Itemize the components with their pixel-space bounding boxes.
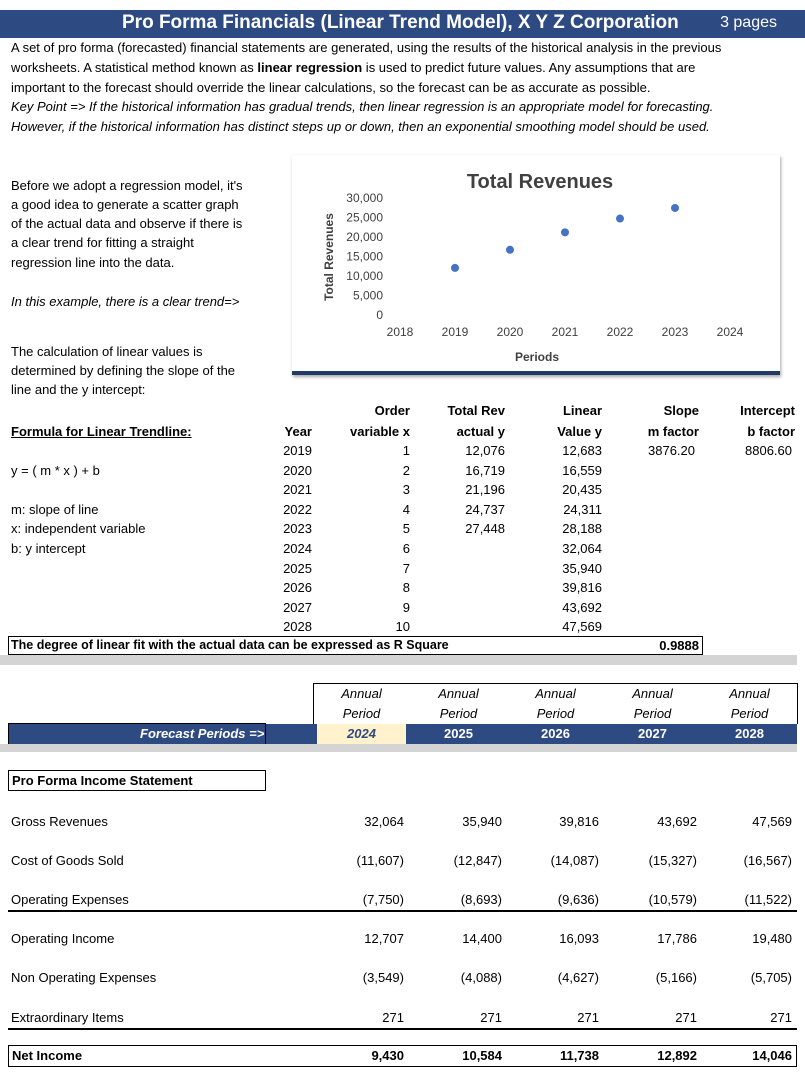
legend-m: m: slope of line (11, 502, 99, 517)
trend-linear: 35,940 (562, 560, 602, 576)
col-total-header-1: Total Rev (447, 403, 505, 418)
trend-linear: 32,064 (562, 541, 602, 556)
trend-year: 2021 (283, 482, 312, 498)
forecast-period-label: Period (633, 706, 672, 721)
trend-year: 2026 (283, 580, 312, 596)
trend-linear: 20,435 (562, 482, 602, 498)
income-row-value: 39,816 (559, 814, 599, 829)
forecast-year-2025: 2025 (444, 726, 473, 741)
income-row-value: (15,327) (648, 853, 697, 868)
y-tick-label: 15,000 (346, 249, 383, 264)
intro-line-1: A set of pro forma (forecasted) financial statements are generated, using the results of the historical analysis in the previous (11, 40, 722, 55)
forecast-year-2026: 2026 (541, 726, 570, 741)
chart-title: Total Revenues (466, 171, 614, 193)
intro-line-2a: worksheets. A statistical method known as (11, 60, 258, 75)
income-row-value: (9,636) (557, 892, 599, 907)
net-income-value: 9,430 (371, 1048, 404, 1063)
income-row-value: 19,480 (752, 931, 792, 946)
trend-actual: 27,448 (465, 521, 505, 537)
page-count: 3 pages (720, 14, 777, 31)
income-row-value: 32,064 (364, 814, 404, 829)
income-row-value: 35,940 (462, 814, 502, 829)
trend-order: 6 (402, 541, 410, 556)
income-row-label: Operating Expenses (11, 892, 129, 907)
col-order-header-2: variable x (350, 424, 410, 439)
col-slope-header-1: Slope (663, 403, 699, 418)
col-linear-header-1: Linear (562, 403, 602, 418)
income-row-value: 43,692 (657, 814, 697, 829)
income-row-value: (5,705) (750, 970, 792, 985)
forecast-period-label: Period (342, 706, 381, 721)
formula: y = ( m * x ) + b (11, 463, 100, 478)
side-text-1a: Before we adopt a regression model, it's (11, 178, 243, 193)
income-row-value: 271 (770, 1010, 792, 1025)
r-square-value: 0.9888 (659, 638, 699, 653)
x-tick-label: 2018 (386, 325, 414, 339)
subtotal-line (8, 910, 797, 912)
x-tick-label: 2024 (716, 325, 744, 339)
forecast-annual-label: Annual (729, 686, 770, 701)
trend-order: 4 (402, 501, 410, 517)
y-tick-label: 10,000 (346, 269, 383, 283)
trend-year: 2023 (283, 521, 312, 537)
income-row-label: Gross Revenues (11, 814, 108, 829)
trend-year: 2020 (283, 462, 312, 478)
net-income-value: 12,892 (657, 1048, 697, 1063)
trend-year: 2025 (283, 560, 312, 576)
income-row-value: 271 (577, 1010, 599, 1025)
trend-order: 9 (402, 599, 410, 615)
income-row-value: 17,786 (657, 931, 697, 946)
forecast-periods-label: Forecast Periods => (140, 726, 265, 741)
forecast-period-label: Period (730, 706, 769, 721)
trend-actual: 21,196 (465, 482, 505, 498)
col-intercept-header-2: b factor (747, 424, 795, 439)
side-text-3a: The calculation of linear values is (11, 344, 203, 359)
separator-bar (0, 655, 797, 665)
income-row-value: 12,707 (364, 931, 404, 946)
trend-linear: 39,816 (562, 580, 602, 596)
forecast-year-2027: 2027 (638, 726, 667, 741)
forecast-period-label: Period (536, 706, 575, 721)
income-row-value: (11,522) (744, 892, 792, 907)
trend-year: 2027 (283, 599, 312, 615)
trend-order: 8 (402, 580, 410, 596)
trend-actual: 12,076 (465, 443, 505, 458)
net-income-value: 10,584 (462, 1048, 502, 1063)
chart-y-axis-label: Total Revenues (322, 213, 336, 301)
income-row-label: Operating Income (11, 931, 115, 946)
y-tick-label: 0 (376, 308, 383, 322)
col-year-header: Year (284, 424, 312, 439)
trend-order: 3 (402, 482, 410, 498)
x-tick-label: 2020 (496, 325, 524, 339)
forecast-annual-label: Annual (535, 686, 576, 701)
scatter-plot (292, 155, 780, 371)
slope-value: 3876.20 (648, 443, 695, 458)
income-row-value: (5,166) (655, 970, 697, 985)
trend-linear: 47,569 (562, 619, 602, 635)
key-point-line-1: Key Point => If the historical information has gradual trends, then linear regression is an appropriate model for forecasting. (11, 99, 714, 114)
total-revenues-chart (292, 155, 780, 375)
col-slope-header-2: m factor (647, 424, 699, 439)
trend-actual: 16,719 (465, 462, 505, 478)
income-row-label: Non Operating Expenses (11, 970, 157, 985)
income-heading: Pro Forma Income Statement (12, 773, 193, 788)
data-point (616, 215, 624, 223)
col-linear-header-2: Value y (557, 424, 602, 439)
trend-order: 1 (402, 443, 410, 458)
net-income-value: 14,046 (752, 1048, 792, 1063)
intro-line-2c: is used to predict future values. Any assumptions that are (362, 60, 696, 75)
trend-year: 2028 (283, 619, 312, 635)
side-text-trend: In this example, there is a clear trend=> (11, 294, 240, 309)
income-row-value: (10,579) (648, 892, 697, 907)
formula-heading: Formula for Linear Trendline: (11, 424, 192, 439)
data-point (506, 246, 514, 254)
chart-x-axis-label: Periods (514, 350, 560, 364)
key-point-line-2: However, if the historical information has distinct steps up or down, then an exponential smoothing model should be used. (11, 119, 710, 134)
net-income-label: Net Income (12, 1048, 83, 1063)
trend-year: 2024 (283, 541, 312, 556)
side-text-1c: of the actual data and observe if there is (11, 216, 243, 231)
col-total-header-2: actual y (456, 424, 505, 439)
trend-order: 7 (402, 560, 410, 576)
forecast-annual-label: Annual (438, 686, 479, 701)
data-point (451, 264, 459, 272)
page-title: Pro Forma Financials (Linear Trend Model), X Y Z Corporation (122, 12, 679, 33)
trend-linear: 12,683 (562, 443, 602, 458)
side-text-3b: determined by defining the slope of the (11, 363, 236, 378)
x-tick-label: 2022 (606, 325, 634, 339)
income-row-value: (14,087) (550, 853, 599, 868)
income-row-value: 16,093 (559, 931, 599, 946)
income-row-value: (16,567) (743, 853, 792, 868)
intro-line-2-bold: linear regression (257, 60, 363, 75)
forecast-year-2024: 2024 (317, 724, 406, 744)
trend-order: 5 (402, 521, 410, 537)
side-text-1e: regression line into the data. (11, 255, 175, 270)
income-row-value: 14,400 (462, 931, 502, 946)
net-income-row (8, 1045, 797, 1067)
side-text-1d: a clear trend for fitting a straight (11, 235, 194, 250)
x-tick-label: 2021 (551, 325, 579, 339)
trend-linear: 28,188 (562, 521, 602, 537)
forecast-period-label: Period (439, 706, 478, 721)
income-row-value: 271 (480, 1010, 502, 1025)
title-bar (0, 10, 805, 38)
data-point (561, 228, 569, 236)
intro-line-2 (11, 58, 695, 78)
x-tick-label: 2019 (441, 325, 469, 339)
trend-year: 2022 (283, 501, 312, 517)
y-tick-label: 30,000 (346, 191, 383, 205)
x-tick-label: 2023 (661, 325, 689, 339)
intro-line-3: important to the forecast should override the linear calculations, so the forecast can be as accurate as possible. (11, 80, 651, 95)
side-text-1b: a good idea to generate a scatter graph (11, 197, 239, 212)
col-order-header-1: Order (374, 403, 410, 418)
income-row-label: Extraordinary Items (11, 1010, 124, 1025)
legend-x: x: independent variable (11, 521, 146, 536)
income-row-label: Cost of Goods Sold (11, 853, 124, 868)
income-row-value: (3,549) (362, 970, 404, 985)
y-tick-label: 5,000 (352, 288, 383, 303)
r-square-label: The degree of linear fit with the actual data can be expressed as R Square (11, 638, 449, 652)
forecast-annual-label: Annual (632, 686, 673, 701)
trend-linear: 16,559 (562, 462, 602, 478)
trend-order: 10 (395, 619, 410, 635)
income-row-value: (7,750) (362, 892, 404, 907)
trend-actual: 24,737 (465, 501, 505, 517)
col-intercept-header-1: Intercept (740, 403, 795, 418)
income-row-value: 47,569 (752, 814, 792, 829)
income-row-value: (4,088) (460, 970, 502, 985)
trend-year: 2019 (283, 443, 312, 458)
forecast-year-2028: 2028 (735, 726, 764, 741)
legend-b: b: y intercept (11, 541, 86, 556)
forecast-annual-label: Annual (341, 686, 382, 701)
income-row-value: (11,607) (356, 853, 404, 868)
intercept-value: 8806.60 (745, 443, 792, 458)
y-tick-label: 25,000 (346, 210, 383, 225)
trend-linear: 24,311 (563, 501, 602, 517)
income-row-value: 271 (675, 1010, 697, 1025)
income-row-value: (8,693) (460, 892, 502, 907)
income-row-value: (4,627) (557, 970, 599, 985)
net-income-value: 11,738 (559, 1048, 599, 1063)
income-row-value: (12,847) (453, 853, 502, 868)
y-tick-label: 20,000 (346, 230, 383, 244)
subtotal-line (8, 1028, 797, 1030)
income-row-value: 271 (382, 1010, 404, 1025)
data-point (671, 204, 679, 212)
side-text-3c: line and the y intercept: (11, 382, 146, 397)
trend-linear: 43,692 (562, 599, 602, 615)
trend-order: 2 (402, 462, 410, 478)
